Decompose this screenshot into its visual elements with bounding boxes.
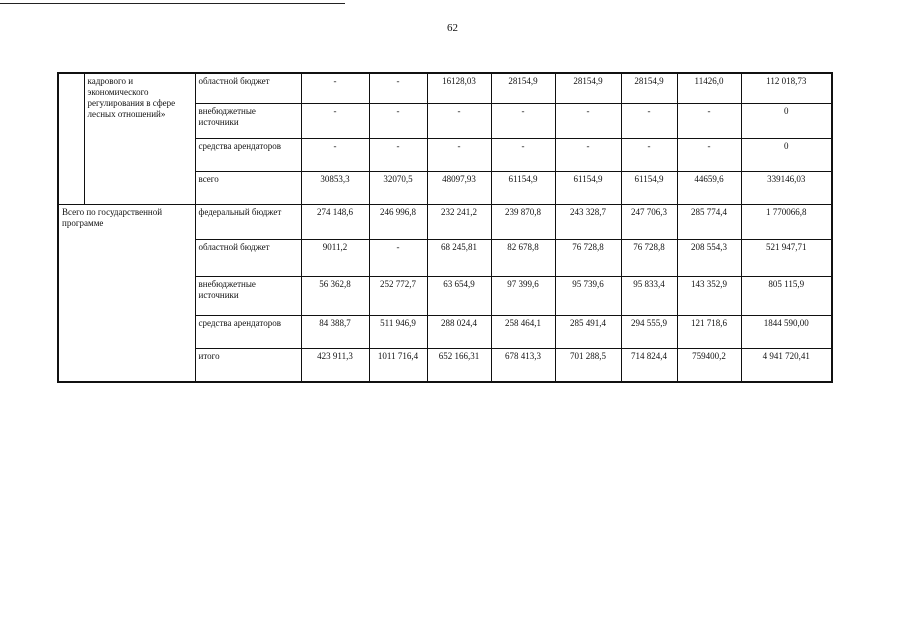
- value-cell: 678 413,3: [491, 349, 555, 383]
- value-cell: -: [369, 139, 427, 172]
- value-cell: 243 328,7: [555, 205, 621, 240]
- value-cell: -: [491, 139, 555, 172]
- value-cell: 11426,0: [677, 73, 741, 104]
- value-cell: -: [621, 104, 677, 139]
- value-cell: -: [427, 139, 491, 172]
- value-cell: -: [677, 139, 741, 172]
- header-rule: [0, 3, 345, 4]
- value-cell: 1011 716,4: [369, 349, 427, 383]
- source-cell: внебюджетные источники: [195, 277, 301, 316]
- value-cell: 285 774,4: [677, 205, 741, 240]
- source-cell: федеральный бюджет: [195, 205, 301, 240]
- source-cell: внебюджетные источники: [195, 104, 301, 139]
- value-cell: 95 739,6: [555, 277, 621, 316]
- value-cell: 759400,2: [677, 349, 741, 383]
- value-cell: 258 464,1: [491, 316, 555, 349]
- value-cell: 61154,9: [491, 172, 555, 205]
- value-cell: 97 399,6: [491, 277, 555, 316]
- budget-table: [57, 72, 833, 383]
- value-cell: -: [555, 139, 621, 172]
- value-cell: -: [301, 73, 369, 104]
- value-cell: 288 024,4: [427, 316, 491, 349]
- value-cell: 208 554,3: [677, 240, 741, 277]
- value-cell: 9011,2: [301, 240, 369, 277]
- value-cell: -: [369, 73, 427, 104]
- value-cell: 28154,9: [621, 73, 677, 104]
- value-cell: 121 718,6: [677, 316, 741, 349]
- value-cell: -: [369, 240, 427, 277]
- value-cell: 76 728,8: [555, 240, 621, 277]
- value-cell: 252 772,7: [369, 277, 427, 316]
- value-cell: -: [677, 104, 741, 139]
- value-cell: 30853,3: [301, 172, 369, 205]
- row-description: кадрового и экономического регулирования в сфере лесных отношений»: [84, 73, 195, 205]
- value-cell: 61154,9: [555, 172, 621, 205]
- value-cell: 82 678,8: [491, 240, 555, 277]
- page-number: 62: [447, 22, 458, 34]
- source-cell: итого: [195, 349, 301, 383]
- value-cell: -: [301, 104, 369, 139]
- value-cell: 61154,9: [621, 172, 677, 205]
- value-cell: -: [621, 139, 677, 172]
- value-cell: 247 706,3: [621, 205, 677, 240]
- total-cell: 521 947,71: [741, 240, 832, 277]
- total-cell: 112 018,73: [741, 73, 832, 104]
- total-cell: 339146,03: [741, 172, 832, 205]
- value-cell: 68 245,81: [427, 240, 491, 277]
- value-cell: 143 352,9: [677, 277, 741, 316]
- value-cell: 76 728,8: [621, 240, 677, 277]
- value-cell: 714 824,4: [621, 349, 677, 383]
- value-cell: 32070,5: [369, 172, 427, 205]
- value-cell: 28154,9: [555, 73, 621, 104]
- value-cell: 652 166,31: [427, 349, 491, 383]
- value-cell: 56 362,8: [301, 277, 369, 316]
- value-cell: 63 654,9: [427, 277, 491, 316]
- total-cell: 0: [741, 139, 832, 172]
- value-cell: -: [491, 104, 555, 139]
- total-cell: 4 941 720,41: [741, 349, 832, 383]
- source-cell: областной бюджет: [195, 240, 301, 277]
- value-cell: 28154,9: [491, 73, 555, 104]
- table-row: [58, 205, 832, 240]
- indent-cell: [58, 73, 84, 205]
- value-cell: 423 911,3: [301, 349, 369, 383]
- value-cell: -: [301, 139, 369, 172]
- value-cell: 232 241,2: [427, 205, 491, 240]
- total-cell: 0: [741, 104, 832, 139]
- row-description: Всего по государственной программе: [58, 205, 195, 383]
- value-cell: 95 833,4: [621, 277, 677, 316]
- value-cell: -: [555, 104, 621, 139]
- value-cell: 48097,93: [427, 172, 491, 205]
- value-cell: 84 388,7: [301, 316, 369, 349]
- value-cell: 274 148,6: [301, 205, 369, 240]
- source-cell: средства арендаторов: [195, 139, 301, 172]
- source-cell: средства арендаторов: [195, 316, 301, 349]
- value-cell: 294 555,9: [621, 316, 677, 349]
- value-cell: 16128,03: [427, 73, 491, 104]
- source-cell: областной бюджет: [195, 73, 301, 104]
- value-cell: 511 946,9: [369, 316, 427, 349]
- value-cell: 246 996,8: [369, 205, 427, 240]
- value-cell: 239 870,8: [491, 205, 555, 240]
- value-cell: -: [427, 104, 491, 139]
- source-cell: всего: [195, 172, 301, 205]
- total-cell: 805 115,9: [741, 277, 832, 316]
- total-cell: 1 770066,8: [741, 205, 832, 240]
- total-cell: 1844 590,00: [741, 316, 832, 349]
- table-row: [58, 73, 832, 104]
- value-cell: 701 288,5: [555, 349, 621, 383]
- value-cell: 44659,6: [677, 172, 741, 205]
- value-cell: -: [369, 104, 427, 139]
- value-cell: 285 491,4: [555, 316, 621, 349]
